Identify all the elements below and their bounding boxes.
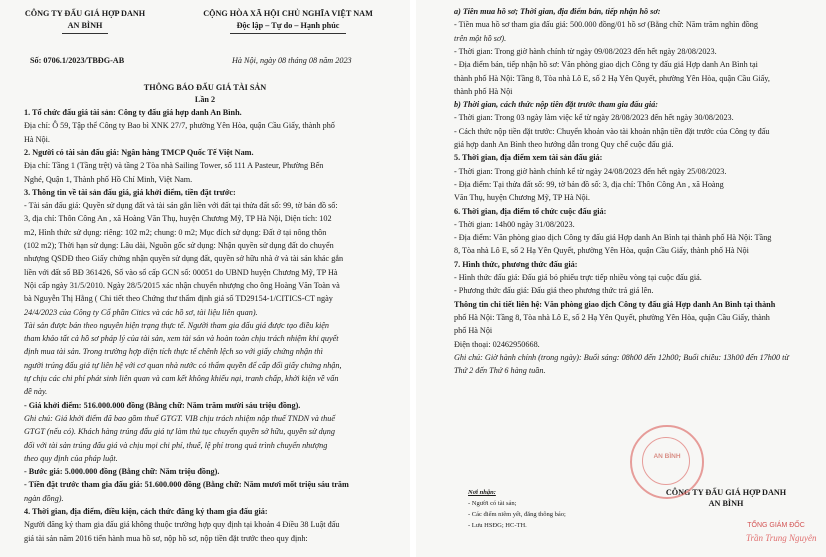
left-body-line: bà Nguyễn Thị Hằng ( Chi tiết theo Chứng thư thẩm định giá số TD29154-1/CITICS-CT ngày — [24, 294, 333, 304]
left-body-line: - Bước giá: 5.000.000 đồng (Bằng chữ: Năm triệu đồng). — [24, 467, 220, 477]
left-body-line: theo quy định của pháp luật. — [24, 453, 118, 463]
right-body-line: - Địa điểm bán, tiếp nhận hồ sơ: Văn phòng giao dịch Công ty đấu giá Hợp danh An Bình tại — [454, 60, 758, 70]
sign-title: TỔNG GIÁM ĐỐC — [747, 522, 805, 529]
right-body-line: b) Thời gian, cách thức nộp tiền đặt trước tham gia đấu giá: — [454, 100, 658, 110]
left-page — [0, 0, 410, 557]
left-body-line: 24/4/2023 của Công ty Cổ phần Citics và các hồ sơ, tài liệu liên quan). — [24, 307, 258, 317]
doc-date: Hà Nội, ngày 08 tháng 08 năm 2023 — [232, 56, 352, 65]
right-body-line: - Thời gian: Trong giờ hành chính từ ngày 09/08/2023 đến hết ngày 28/08/2023. — [454, 46, 717, 56]
right-body-line: a) Tiền mua hồ sơ; Thời gian, địa điểm bán, tiếp nhận hồ sơ: — [454, 7, 661, 16]
red-stamp-icon: AN BÌNH — [630, 425, 704, 499]
right-page — [416, 0, 826, 557]
left-body-line: tham khảo tất cả hồ sơ pháp lý của tài sản, xem tài sản và hoàn toàn chịu trách nhiệm khi quyết — [24, 334, 339, 344]
left-body-line: định mua tài sản. Trong trường hợp diện tích thực tế chênh lệch so với giấy chứng nhận thì — [24, 347, 323, 357]
right-body-line: - Địa điểm: Văn phòng giao dịch Công ty đấu giá Hợp danh An Bình tại thành phố Hà Nội: Tầng — [454, 233, 772, 243]
right-body-line: - Thời gian: Trong 03 ngày làm việc kể từ ngày 28/08/2023 đến hết ngày 30/08/2023. — [454, 113, 734, 123]
left-body-line: tự chịu các chi phí phát sinh liên quan và cam kết không khiếu nại, tranh chấp, khởi kiện về vấn — [24, 374, 339, 383]
right-body-line: giá hợp danh An Bình theo hướng dẫn trong Quy chế cuộc đấu giá. — [454, 140, 674, 149]
right-body-line: 6. Thời gian, địa điểm tổ chức cuộc đấu giá: — [454, 206, 607, 216]
left-body-line: Nghé, Quận 1, Thành phố Hồ Chí Minh, Việt Nam. — [24, 174, 193, 184]
motto-underline — [230, 33, 346, 34]
left-body-line: nhượng QSDĐ theo Giấy chứng nhận quyền sử dụng đất, quyền sở hữu nhà ở và tài sản khác gắn — [24, 254, 344, 264]
right-body-line: trên một hồ sơ). — [454, 33, 507, 43]
right-body-line: - Thời gian: 14h00 ngày 31/08/2023. — [454, 219, 575, 229]
notice-title: THÔNG BÁO ĐẤU GIÁ TÀI SẢN — [143, 83, 267, 92]
left-body-line: 1. Tổ chức đấu giá tài sản: Công ty đấu giá hợp danh An Bình. — [24, 108, 242, 117]
right-body-line: Thứ 2 đến Thứ 6 hàng tuần. — [454, 366, 546, 376]
right-body-line: phố Hà Nội — [454, 326, 493, 336]
left-body-line: GTGT (nếu có). Khách hàng trúng đấu giá tự làm thủ tục chuyển quyền sở hữu, quyền sử dụng — [24, 427, 335, 437]
recipient-item: - Lưu HSĐG; HC-TH. — [468, 522, 527, 529]
right-body-line: 5. Thời gian, địa điểm xem tài sản đấu giá: — [454, 153, 603, 163]
recipient-item: - Các điểm niêm yết, đăng thông báo; — [468, 511, 566, 518]
left-body-line: (102 m2); Thời hạn sử dụng: Lâu dài, Nguồn gốc sử dụng: Nhận quyền sử dụng đất do chuyển — [24, 241, 334, 250]
right-body-line: thành phố Hà Nội — [454, 86, 513, 96]
left-body-line: 3, địa chỉ: Thôn Công An , xã Hoàng Văn Thụ, huyện Chương Mỹ, TP Hà Nội, Diện tích: 102 — [24, 214, 332, 224]
left-body-line: Địa chỉ: Tầng 1 (Tầng trệt) và tầng 2 Tòa nhà Sailing Tower, số 111 A Pasteur, Phường Bến — [24, 161, 324, 171]
right-body-line: 8, Tòa nhà Lô E, số 2 Hạ Yên Quyết, phường Yên Hòa, quận Cầu Giấy, thành phố Hà Nội — [454, 246, 749, 256]
left-body-line: Tài sản được bán theo nguyên hiện trạng thực tế. Người tham gia đấu giá được tạo điều kiện — [24, 320, 329, 330]
motto: Độc lập – Tự do – Hạnh phúc — [236, 21, 340, 30]
left-body-line: - Tiền đặt trước tham gia đấu giá: 51.600.000 đồng (Bằng chữ: Năm mươi mốt triệu sáu trăm — [24, 480, 349, 490]
left-body-line: 2. Người có tài sản đấu giá: Ngân hàng TMCP Quốc Tế Việt Nam. — [24, 147, 254, 157]
right-body-line: Ghi chú: Giờ hành chính (trong ngày): Buổi sáng: 08h00 đến 12h00; Buổi chiều: 13h00 đến 17h00 từ — [454, 352, 789, 362]
left-body-line: 4. Thời gian, địa điểm, điều kiện, cách thức đăng ký tham gia đấu giá: — [24, 507, 268, 516]
recipients-title: Nơi nhận: — [468, 489, 496, 496]
org-name: CÔNG TY ĐẤU GIÁ HỢP DANH — [24, 9, 146, 18]
right-body-line: thành phố Hà Nội: Tầng 8, Tòa nhà Lô E, số 2 Hạ Yên Quyết, phường Yên Hòa, quận Cầu Giấy, — [454, 73, 770, 83]
right-body-line: - Hình thức đấu giá: Đấu giá bỏ phiếu trực tiếp nhiều vòng tại cuộc đấu giá. — [454, 273, 702, 282]
right-body-line: - Thời gian: Trong giờ hành chính kể từ ngày 24/08/2023 đến hết ngày 25/08/2023. — [454, 166, 727, 176]
right-body-line: 7. Hình thức, phương thức đấu giá: — [454, 259, 578, 269]
nation-title: CỘNG HÒA XÃ HỘI CHỦ NGHĨA VIỆT NAM — [203, 9, 373, 18]
left-body-line: - Tài sản đấu giá: Quyền sử dụng đất và tài sản gắn liền với đất tại thửa đất số: 99, tờ bản đồ số: — [24, 201, 338, 211]
left-body-line: người trúng đấu giá tự liên hệ với cơ quan nhà nước có thẩm quyền để cấp đổi giấy chứng nhận, — [24, 360, 342, 370]
signature-name: Trần Trung Nguyên — [746, 533, 817, 543]
left-body-line: Ghi chú: Giá khởi điểm đã bao gồm thuế GTGT. VIB chịu trách nhiệm nộp thuế TNDN và thuế — [24, 413, 335, 423]
right-body-line: - Phương thức đấu giá: Đấu giá theo phương thức trả giá lên. — [454, 286, 654, 296]
left-body-line: giá tài sản năm 2016 tiến hành mua hồ sơ, nộp hồ sơ, nộp tiền đặt trước theo quy định: — [24, 533, 308, 543]
org-name-2: AN BÌNH — [67, 21, 103, 30]
left-body-line: m2, Hình thức sử dụng: riêng: 102 m2; chung: 0 m2; Mục đích sử dụng: Đất ở tại nông thôn — [24, 227, 327, 237]
sign-org: CÔNG TY ĐẤU GIÁ HỢP DANH — [665, 488, 787, 497]
left-body-line: Người đăng ký tham gia đấu giá không thuộc trường hợp quy định tại khoản 4 Điều 38 Luật đấu — [24, 520, 340, 530]
left-body-line: Địa chỉ: Ô 59, Tập thể Công ty Bao bì XNK 27/7, phường Yên Hòa, quận Cầu Giấy, thành phố — [24, 121, 335, 131]
notice-subtitle: Lần 2 — [194, 95, 216, 104]
right-body-line: - Địa điểm: Tại thửa đất số: 99, tờ bản đồ số: 3, địa chỉ: Thôn Công An , xã Hoàng — [454, 179, 724, 189]
left-body-line: - Giá khởi điểm: 516.000.000 đồng (Bằng chữ: Năm trăm mười sáu triệu đồng). — [24, 400, 301, 410]
right-body-line: Văn Thụ, huyện Chương Mỹ, TP Hà Nội. — [454, 193, 590, 203]
org-underline — [62, 33, 108, 34]
doc-number: Số: 0706.1/2023/TBĐG-AB — [30, 56, 125, 65]
right-body-line: Thông tin chi tiết liên hệ: Văn phòng giao dịch Công ty đấu giá Hợp danh An Bình tại thành — [454, 299, 776, 309]
right-body-line: Điện thoại: 02462950668. — [454, 339, 540, 349]
left-body-line: liền với đất số BĐ 361426, Số vào sổ cấp GCN số: 00051 do UBND huyện Chương Mỹ, TP Hà — [24, 267, 338, 277]
left-body-line: đối với tài sản trúng đấu giá và chịu mọi chi phí, thuế, lệ phí trong quá trình chuyển nhượng — [24, 440, 328, 450]
right-body-line: - Cách thức nộp tiền đặt trước: Chuyển khoản vào tài khoản nhận tiền đặt trước của Công ty đấu — [454, 126, 770, 136]
left-body-line: đề này. — [24, 387, 48, 397]
left-body-line: Hà Nội. — [24, 134, 50, 144]
left-body-line: 3. Thông tin về tài sản đấu giá, giá khởi điểm, tiền đặt trước: — [24, 187, 236, 197]
sign-org-2: AN BÌNH — [708, 499, 744, 508]
left-body-line: Nội cấp ngày 31/5/2010. Ngày 28/5/2015 xác nhận chuyển nhượng cho ông Hoàng Văn Toàn và — [24, 280, 340, 290]
left-body-line: ngàn đồng). — [24, 493, 64, 503]
right-body-line: phố Hà Nội: Tầng 8, Tòa nhà Lô E, số 2 Hạ Yên Quyết, phường Yên Hòa, quận Cầu Giấy, thành — [454, 312, 770, 322]
right-body-line: - Tiền mua hồ sơ tham gia đấu giá: 500.000 đồng/01 hồ sơ (Bằng chữ: Năm trăm nghìn đồng — [454, 20, 758, 30]
recipient-item: - Người có tài sản; — [468, 500, 517, 507]
